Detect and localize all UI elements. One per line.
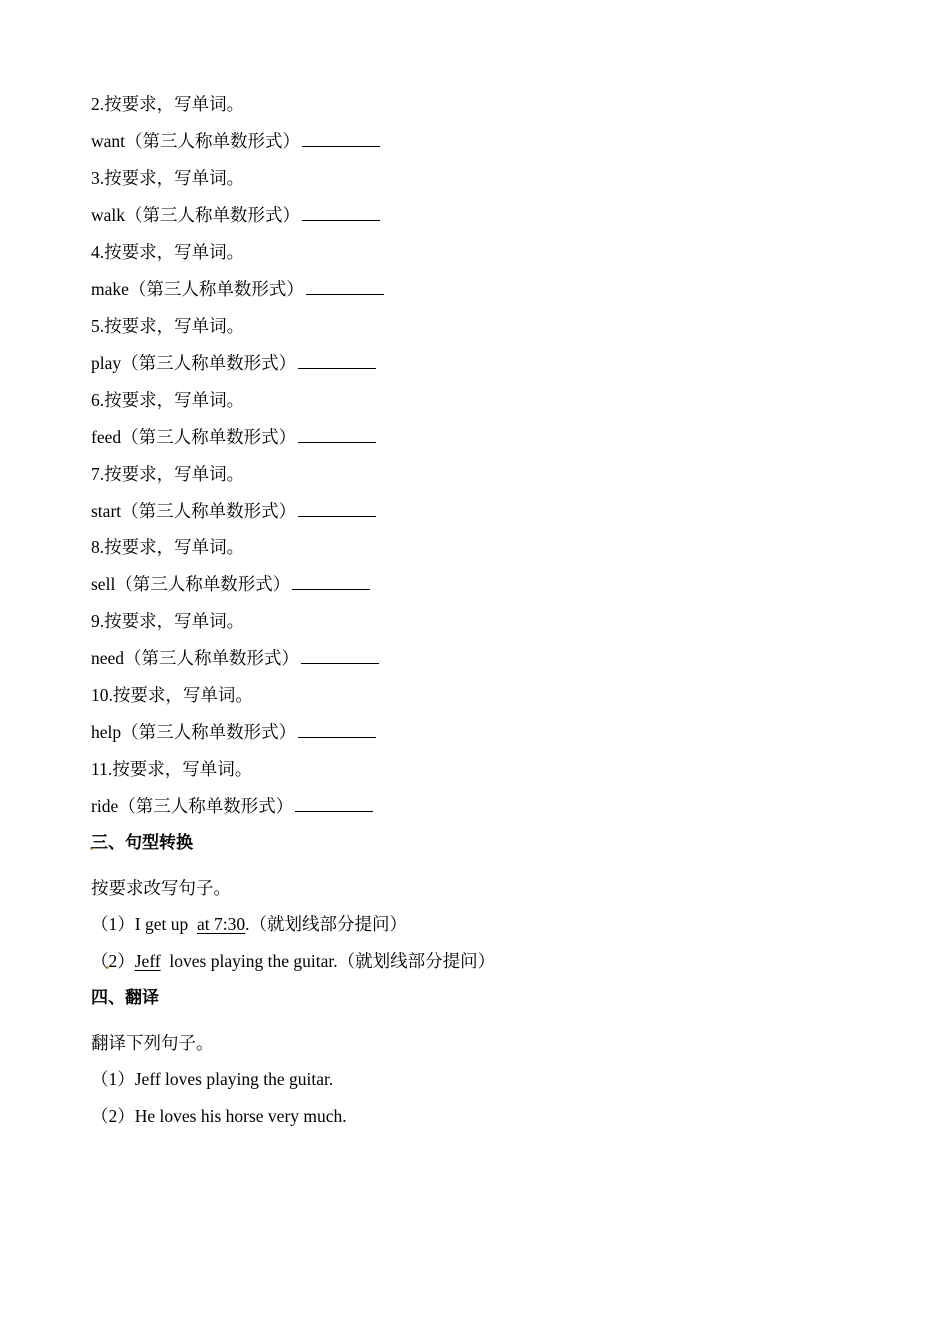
exercise-word: make [91, 279, 129, 299]
answer-blank[interactable] [298, 721, 376, 738]
answer-blank[interactable] [302, 130, 380, 147]
underlined-phrase: Jeff [134, 951, 161, 971]
exercise-item [91, 572, 370, 596]
exercise-hint: （第三人称单数形式） [128, 279, 304, 299]
exercise-word: want [91, 131, 126, 151]
exercise-prompt: 8.按要求，写单词。 [91, 537, 245, 557]
exercise-hint: （第三人称单数形式） [121, 501, 297, 521]
exercise-hint: （第三人称单数形式） [124, 648, 300, 668]
section-instruction: 翻译下列句子。 [91, 1033, 214, 1053]
exercise-item [91, 203, 380, 227]
question-item [91, 949, 495, 973]
exercise-prompt: 9.按要求，写单词。 [91, 611, 245, 631]
exercise-item [91, 720, 376, 744]
question-number: （1） [91, 1069, 135, 1089]
answer-blank[interactable] [295, 795, 373, 812]
question-text: loves playing the guitar.（就划线部分提问） [165, 951, 496, 971]
exercise-item [91, 425, 376, 449]
answer-blank[interactable] [306, 278, 384, 295]
exercise-word: sell [91, 574, 116, 594]
exercise-hint: （第三人称单数形式） [121, 722, 297, 742]
exercise-prompt: 10.按要求，写单词。 [91, 685, 253, 705]
exercise-word: help [91, 722, 122, 742]
question-text: He loves his horse very much. [134, 1106, 347, 1126]
answer-blank[interactable] [292, 573, 370, 590]
exercise-item [91, 351, 376, 375]
exercise-prompt: 11.按要求，写单词。 [91, 759, 253, 779]
question-number: （1） [91, 914, 135, 934]
question-text: I get up [134, 914, 193, 934]
exercise-item [91, 499, 376, 523]
answer-blank[interactable] [302, 204, 380, 221]
exercise-word: play [91, 353, 122, 373]
exercise-prompt: 3.按要求，写单词。 [91, 168, 245, 188]
exercise-word: feed [91, 427, 122, 447]
exercise-hint: （第三人称单数形式） [125, 131, 301, 151]
exercise-hint: （第三人称单数形式） [125, 205, 301, 225]
exercise-item [91, 129, 380, 153]
exercise-hint: （第三人称单数形式） [121, 427, 297, 447]
exercise-item [91, 794, 373, 818]
underlined-phrase: at 7:30 [196, 914, 246, 934]
section-instruction: 按要求改写句子。 [91, 878, 231, 898]
answer-blank[interactable] [298, 352, 376, 369]
exercise-prompt: 4.按要求，写单词。 [91, 242, 245, 262]
question-item [91, 1104, 347, 1128]
answer-blank[interactable] [298, 426, 376, 443]
answer-blank[interactable] [298, 500, 376, 517]
exercise-prompt: 5.按要求，写单词。 [91, 316, 245, 336]
question-item [91, 1067, 333, 1091]
question-number: （2） [91, 951, 135, 971]
exercise-hint: （第三人称单数形式） [121, 353, 297, 373]
exercise-word: need [91, 648, 125, 668]
question-text: Jeff loves playing the guitar. [134, 1069, 334, 1089]
section-heading: 四、翻译 [91, 988, 159, 1008]
exercise-word: walk [91, 205, 126, 225]
exercise-prompt: 6.按要求，写单词。 [91, 390, 245, 410]
question-number: （2） [91, 1106, 135, 1126]
answer-blank[interactable] [301, 647, 379, 664]
exercise-prompt: 2.按要求，写单词。 [91, 94, 245, 114]
question-item [91, 912, 407, 936]
exercise-prompt: 7.按要求，写单词。 [91, 464, 245, 484]
section-heading: 三、句型转换 [91, 833, 193, 853]
question-text: .（就划线部分提问） [245, 914, 407, 934]
exercise-item [91, 646, 379, 670]
exercise-hint: （第三人称单数形式） [115, 574, 291, 594]
exercise-word: start [91, 501, 122, 521]
exercise-hint: （第三人称单数形式） [118, 796, 294, 816]
exercise-item [91, 277, 384, 301]
exercise-word: ride [91, 796, 119, 816]
